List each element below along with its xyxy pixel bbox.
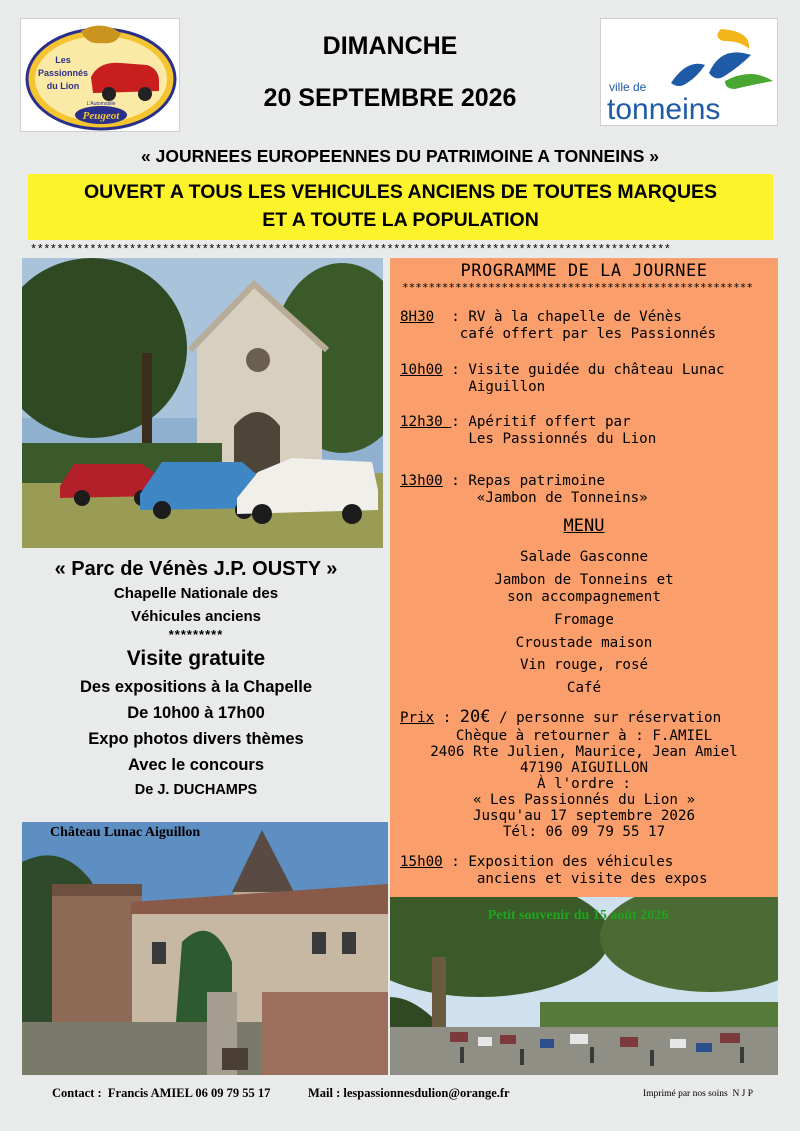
park-title: « Parc de Vénès J.P. OUSTY » (54, 558, 338, 580)
payment-line: 47190 AIGUILLON (519, 760, 649, 776)
programme-item-1000: 10h00 : Visite guidée du château Lunac Aiguillon (400, 362, 725, 395)
programme-title: PROGRAMME DE LA JOURNEE (460, 261, 708, 281)
fair-caption: Petit souvenir du 15 août 2026 (487, 908, 669, 923)
programme-item-1300: 13h00 : Repas patrimoine «Jambon de Tonneins» (400, 473, 648, 506)
menu-item: Fromage (554, 612, 614, 628)
chateau-caption: Château Lunac Aiguillon (50, 825, 201, 840)
club-logo (20, 18, 180, 132)
event-subtitle: « JOURNEES EUROPEENNES DU PATRIMOINE A TONNEINS » (141, 146, 659, 166)
payment-line: 2406 Rte Julien, Maurice, Jean Amiel (430, 744, 738, 760)
logo-name: tonneins (607, 93, 721, 126)
payment-line: « Les Passionnés du Lion » (472, 792, 696, 808)
svg-text:Passionnés: Passionnés (37, 68, 89, 78)
chapel-photo (22, 258, 383, 548)
svg-text:du Lion: du Lion (46, 81, 80, 91)
menu-item: Café (566, 680, 602, 696)
banner-line-1: OUVERT A TOUS LES VEHICULES ANCIENS DE TOUTES MARQUES (83, 181, 718, 203)
fair-photo (390, 897, 778, 1075)
programme-panel (390, 258, 778, 898)
chapel-line-2: Véhicules anciens (130, 608, 262, 625)
tonneins-logo (600, 18, 778, 126)
logo-brand-text: Peugeot (82, 110, 120, 122)
expo-line-5: De J. DUCHAMPS (134, 782, 258, 798)
chapel-line-1: Chapelle Nationale des (113, 585, 279, 602)
payment-line: Chèque à retourner à : F.AMIEL (455, 728, 713, 744)
stars-divider: ********* (168, 627, 224, 642)
expo-line-4: Avec le concours (127, 756, 265, 774)
mail-info: Mail : lespassionnesdulion@orange.fr (308, 1086, 510, 1100)
logo-prefix: ville de (609, 80, 647, 94)
payment-line: Tél: 06 09 79 55 17 (502, 824, 666, 840)
chateau-photo (22, 822, 388, 1075)
printed-note: Imprimé par nos soins N J P (643, 1089, 754, 1099)
expo-line-2: De 10h00 à 17h00 (127, 704, 265, 722)
contact-info: Contact : Francis AMIEL 06 09 79 55 17 (52, 1086, 271, 1100)
payment-line: Jusqu'au 17 septembre 2026 (472, 808, 696, 824)
price-line: Prix : 20€ / personne sur réservation (400, 707, 722, 727)
menu-item: Salade Gasconne (519, 549, 649, 565)
programme-stars: ***************************************************** (402, 282, 753, 294)
menu-item: Croustade maison (515, 635, 653, 651)
programme-item-1500: 15h00 : Exposition des véhicules anciens et visite des expos (400, 854, 708, 887)
menu-item: Jambon de Tonneins et (494, 572, 674, 588)
expo-line-1: Des expositions à la Chapelle (80, 678, 312, 696)
menu-title: MENU (563, 516, 605, 536)
svg-text:L'Automobile: L'Automobile (86, 101, 116, 107)
menu-item: Vin rouge, rosé (519, 657, 649, 673)
payment-line: À l'ordre : (537, 776, 631, 792)
programme-item-0830: 8H30 : RV à la chapelle de Vénès café offert par les Passionnés (400, 309, 717, 342)
venue-info (10, 556, 382, 802)
star-separator: ************************************************************************************************* (30, 244, 671, 256)
programme-item-1230: 12h30 : Apéritif offert par Les Passionnés du Lion (400, 414, 657, 447)
banner-line-2: ET A TOUTE LA POPULATION (262, 209, 539, 231)
event-date: 20 SEPTEMBRE 2026 (263, 84, 517, 112)
expo-line-3: Expo photos divers thèmes (88, 730, 304, 748)
menu-item: son accompagnement (507, 589, 661, 605)
svg-text:Les: Les (55, 55, 71, 65)
free-visit-heading: Visite gratuite (126, 647, 266, 670)
open-to-all-banner (28, 174, 773, 240)
event-day: DIMANCHE (322, 32, 458, 60)
